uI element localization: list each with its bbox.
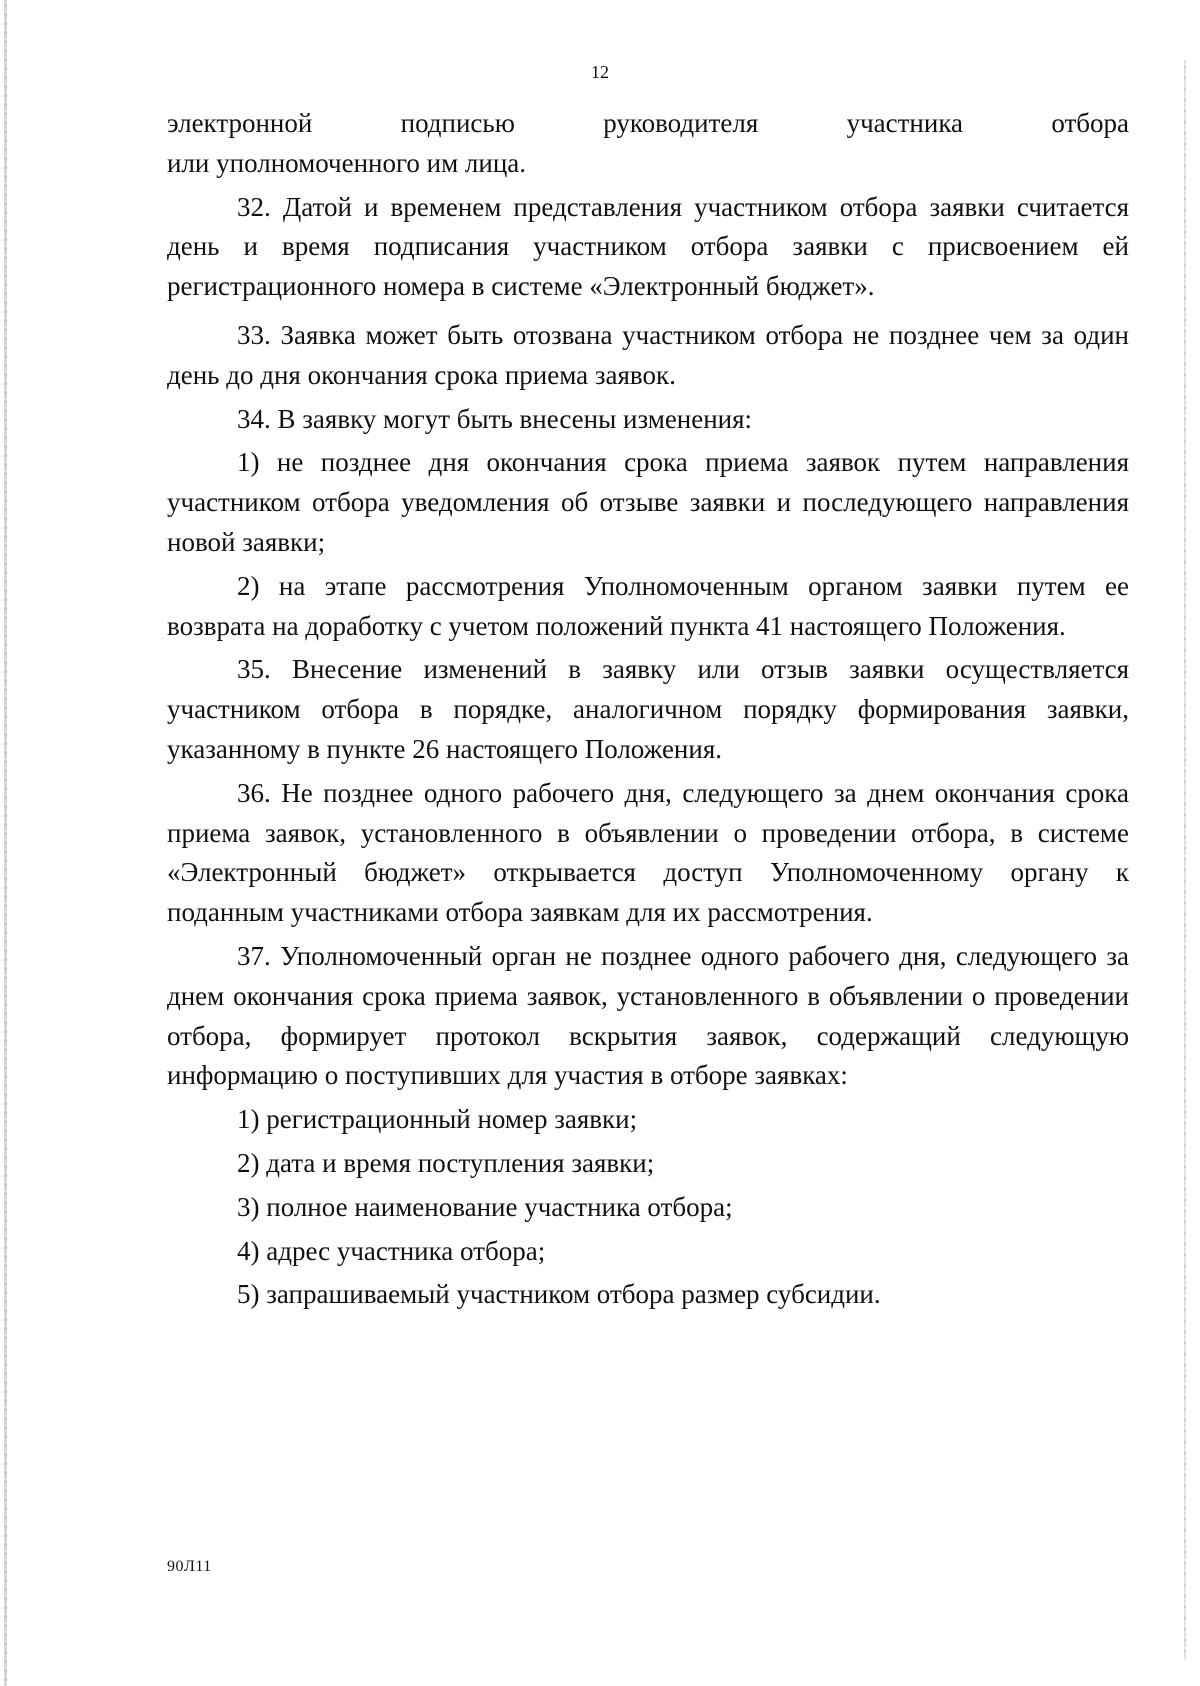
paragraph-34-item-2: 2) на этапе рассмотрения Уполномоченным органом заявки путем ее возврата на доработку с учетом положений пункта 41 настоящего Положения.: [167, 570, 1129, 641]
document-body: [167, 104, 1129, 1315]
page-number: 12: [591, 62, 609, 82]
paragraph-34-item-1: 1) не позднее дня окончания срока приема заявок путем направления участником отбора уведомления об отзыве заявки и последующего направления новой заявки;: [167, 447, 1129, 557]
paragraph-continuation-line: электронной подписью руководителя участника отбора: [167, 108, 1129, 138]
paragraph-33: 33. Заявка может быть отозвана участником отбора не позднее чем за один день до дня окончания срока приема заявок.: [167, 319, 1129, 390]
scan-edge-right: [1184, 60, 1186, 1660]
paragraph-37-item-4: 4) адрес участника отбора;: [237, 1235, 546, 1266]
paragraph-37-item-2: 2) дата и время поступления заявки;: [237, 1147, 655, 1178]
paragraph-34: 34. В заявку могут быть внесены изменения:: [237, 403, 753, 434]
paragraph-32: 32. Датой и временем представления участником отбора заявки считается день и время подписания участником отбора заявки с присвоением ей регистрационного номера в системе «Электронный бюджет».: [167, 191, 1129, 302]
paragraph-36: 36. Не позднее одного рабочего дня, следующего за днем окончания срока приема заявок, установленного в объявлении о проведении отбора, в системе «Электронный бюджет» открывается доступ Уполномоченному органу к поданным участниками отбора заявкам для их рассмотрения.: [167, 777, 1129, 928]
paragraph-37-item-3: 3) полное наименование участника отбора;: [237, 1191, 733, 1222]
paragraph-37-item-5: 5) запрашиваемый участником отбора размер субсидии.: [237, 1279, 881, 1310]
paragraph-continuation-end: или уполномоченного им лица.: [167, 147, 527, 178]
scan-edge-left: [4, 0, 7, 1686]
paragraph-37: 37. Уполномоченный орган не позднее одного рабочего дня, следующего за днем окончания срока приема заявок, установленного в объявлении о проведении отбора, формирует протокол вскрытия заявок, содержащий следующую информацию о поступивших для участия в отборе заявках:: [167, 940, 1129, 1091]
footer-document-code: 90Л11: [167, 1558, 212, 1575]
paragraph-37-item-1: 1) регистрационный номер заявки;: [237, 1104, 638, 1135]
paragraph-35: 35. Внесение изменений в заявку или отзыв заявки осуществляется участником отбора в порядке, аналогичном порядку формирования заявки, указанному в пункте 26 настоящего Положения.: [167, 654, 1129, 764]
